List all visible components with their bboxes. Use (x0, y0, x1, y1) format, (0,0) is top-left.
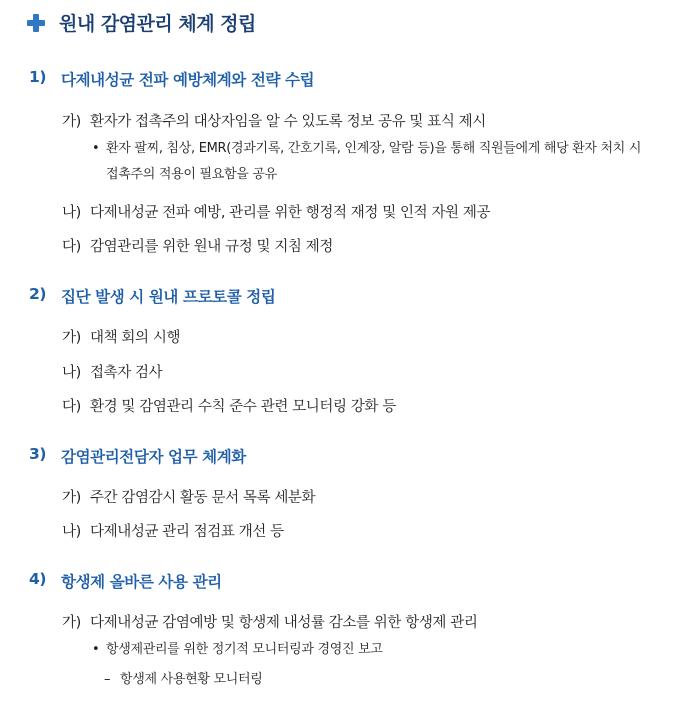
section-number: 2) (29, 285, 47, 303)
item-text: 대책 회의 시행 (90, 330, 181, 346)
item-marker: 나) (62, 524, 81, 540)
list-item (62, 235, 333, 256)
section-title: 다제내성균 전파 예방체계와 전략 수립 (61, 71, 315, 89)
section-number: 1) (29, 68, 47, 86)
item-text: 다제내성균 전파 예방, 관리를 위한 행정적 재정 및 인적 자원 제공 (90, 205, 491, 221)
bullet-text-line1: 항생제관리를 위한 정기적 모니터링과 경영진 보고 (106, 642, 383, 657)
bullet-symbol: • (92, 642, 100, 657)
item-text: 주간 감염감시 활동 문서 목록 세분화 (90, 490, 316, 506)
bullet-symbol: • (92, 141, 100, 156)
section-title: 감염관리전담자 업무 체계화 (61, 448, 246, 466)
item-text: 다제내성균 감염예방 및 항생제 내성률 감소를 위한 항생제 관리 (90, 615, 478, 631)
bullet-item (92, 136, 672, 188)
item-marker: 다) (62, 239, 81, 255)
bullet-text-line2: 접촉주의 적용이 필요함을 공유 (106, 167, 277, 182)
section-title: 항생제 올바른 사용 관리 (61, 573, 222, 591)
dash-item (104, 668, 263, 687)
page-title: 원내 감염관리 체계 정립 (59, 13, 256, 35)
item-marker: 가) (62, 490, 81, 506)
list-item (62, 326, 180, 347)
section-4-heading (29, 570, 222, 592)
list-item (62, 110, 486, 131)
list-item (62, 520, 284, 541)
list-item (62, 201, 490, 222)
item-marker: 가) (62, 114, 81, 130)
list-item (62, 611, 477, 632)
item-text: 다제내성균 관리 점검표 개선 등 (90, 524, 284, 540)
section-number: 4) (29, 570, 47, 588)
section-2-heading (29, 285, 275, 307)
item-marker: 나) (62, 205, 81, 221)
bullet-item (92, 637, 672, 663)
item-text: 접촉자 검사 (90, 365, 163, 381)
list-item (62, 395, 396, 416)
dash-symbol: – (104, 672, 111, 687)
section-1-heading (29, 68, 314, 90)
title-row (27, 9, 256, 36)
item-marker: 가) (62, 615, 81, 631)
section-title: 집단 발생 시 원내 프로토콜 정립 (61, 288, 276, 306)
item-marker: 다) (62, 399, 81, 415)
dash-text: 항생제 사용현황 모니터링 (120, 672, 263, 687)
list-item (62, 486, 315, 507)
plus-icon (27, 14, 45, 32)
item-text: 환자가 접촉주의 대상자임을 알 수 있도록 정보 공유 및 표식 제시 (90, 114, 486, 130)
item-marker: 가) (62, 330, 81, 346)
item-text: 환경 및 감염관리 수칙 준수 관련 모니터링 강화 등 (90, 399, 396, 415)
item-text: 감염관리를 위한 원내 규정 및 지침 제정 (90, 239, 333, 255)
list-item (62, 361, 162, 382)
section-3-heading (29, 445, 246, 467)
item-marker: 나) (62, 365, 81, 381)
section-number: 3) (29, 445, 47, 463)
bullet-text-line1: 환자 팔찌, 침상, EMR(경과기록, 간호기록, 인계장, 알람 등)을 통해 직원들에게 해당 환자 처치 시 (106, 141, 642, 156)
